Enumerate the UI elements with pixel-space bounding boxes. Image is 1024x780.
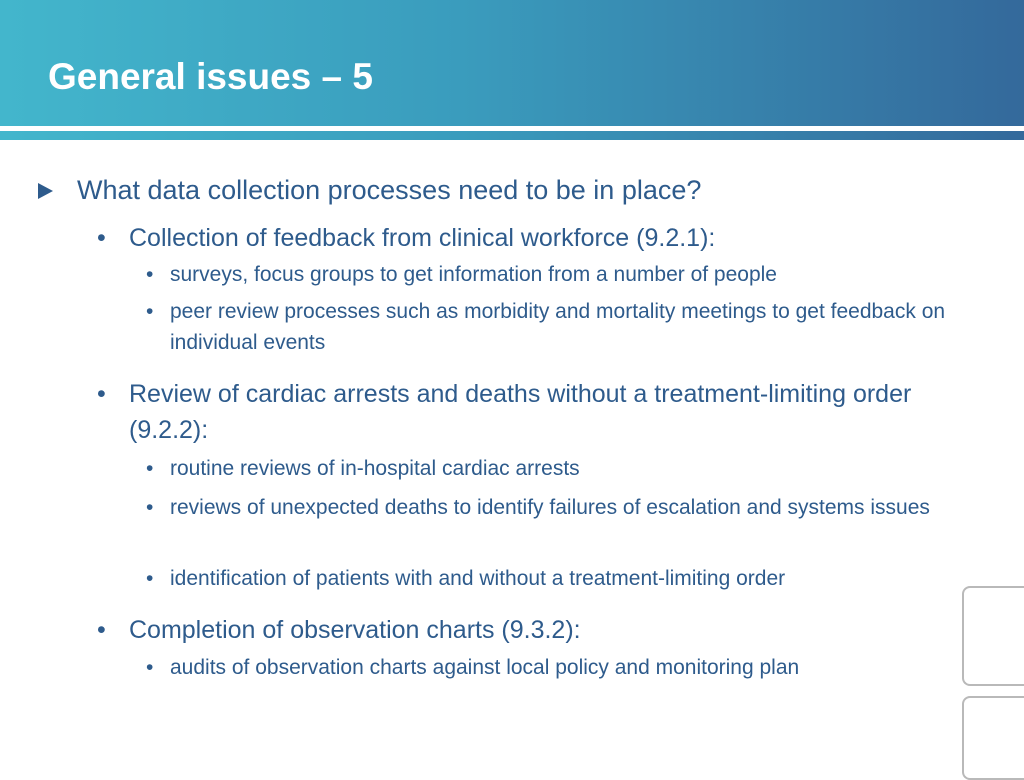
bullet-dot-icon: •	[97, 380, 106, 408]
section-heading: Completion of observation charts (9.3.2):	[129, 616, 581, 644]
list-item: identification of patients with and without a treatment-limiting order	[170, 567, 786, 590]
bullet-dot-icon: •	[146, 263, 154, 286]
slide-title: General issues – 5	[48, 56, 373, 97]
main-question: What data collection processes need to be in place?	[77, 175, 702, 205]
decorative-frame-upper	[962, 586, 1024, 686]
bullet-dot-icon: •	[146, 496, 154, 519]
bullet-dot-icon: •	[146, 300, 154, 323]
list-item: reviews of unexpected deaths to identify failures of escalation and systems issues	[170, 496, 930, 519]
list-item: peer review processes such as morbidity and mortality meetings to get feedback on individual events	[170, 300, 946, 354]
bullet-dot-icon: •	[146, 567, 154, 590]
triangle-bullet-icon	[38, 183, 53, 199]
bullet-dot-icon: •	[97, 224, 106, 252]
section-heading: Review of cardiac arrests and deaths without a treatment-limiting order (9.2.2):	[129, 380, 912, 444]
bullet-dot-icon: •	[146, 457, 154, 480]
list-item: routine reviews of in-hospital cardiac arrests	[170, 457, 580, 480]
list-item: surveys, focus groups to get information from a number of people	[170, 263, 777, 286]
decorative-frame-lower	[962, 696, 1024, 780]
list-item: audits of observation charts against local policy and monitoring plan	[170, 656, 800, 679]
bullet-dot-icon: •	[97, 616, 106, 644]
bullet-dot-icon: •	[146, 656, 154, 679]
section-heading: Collection of feedback from clinical workforce (9.2.1):	[129, 224, 716, 252]
